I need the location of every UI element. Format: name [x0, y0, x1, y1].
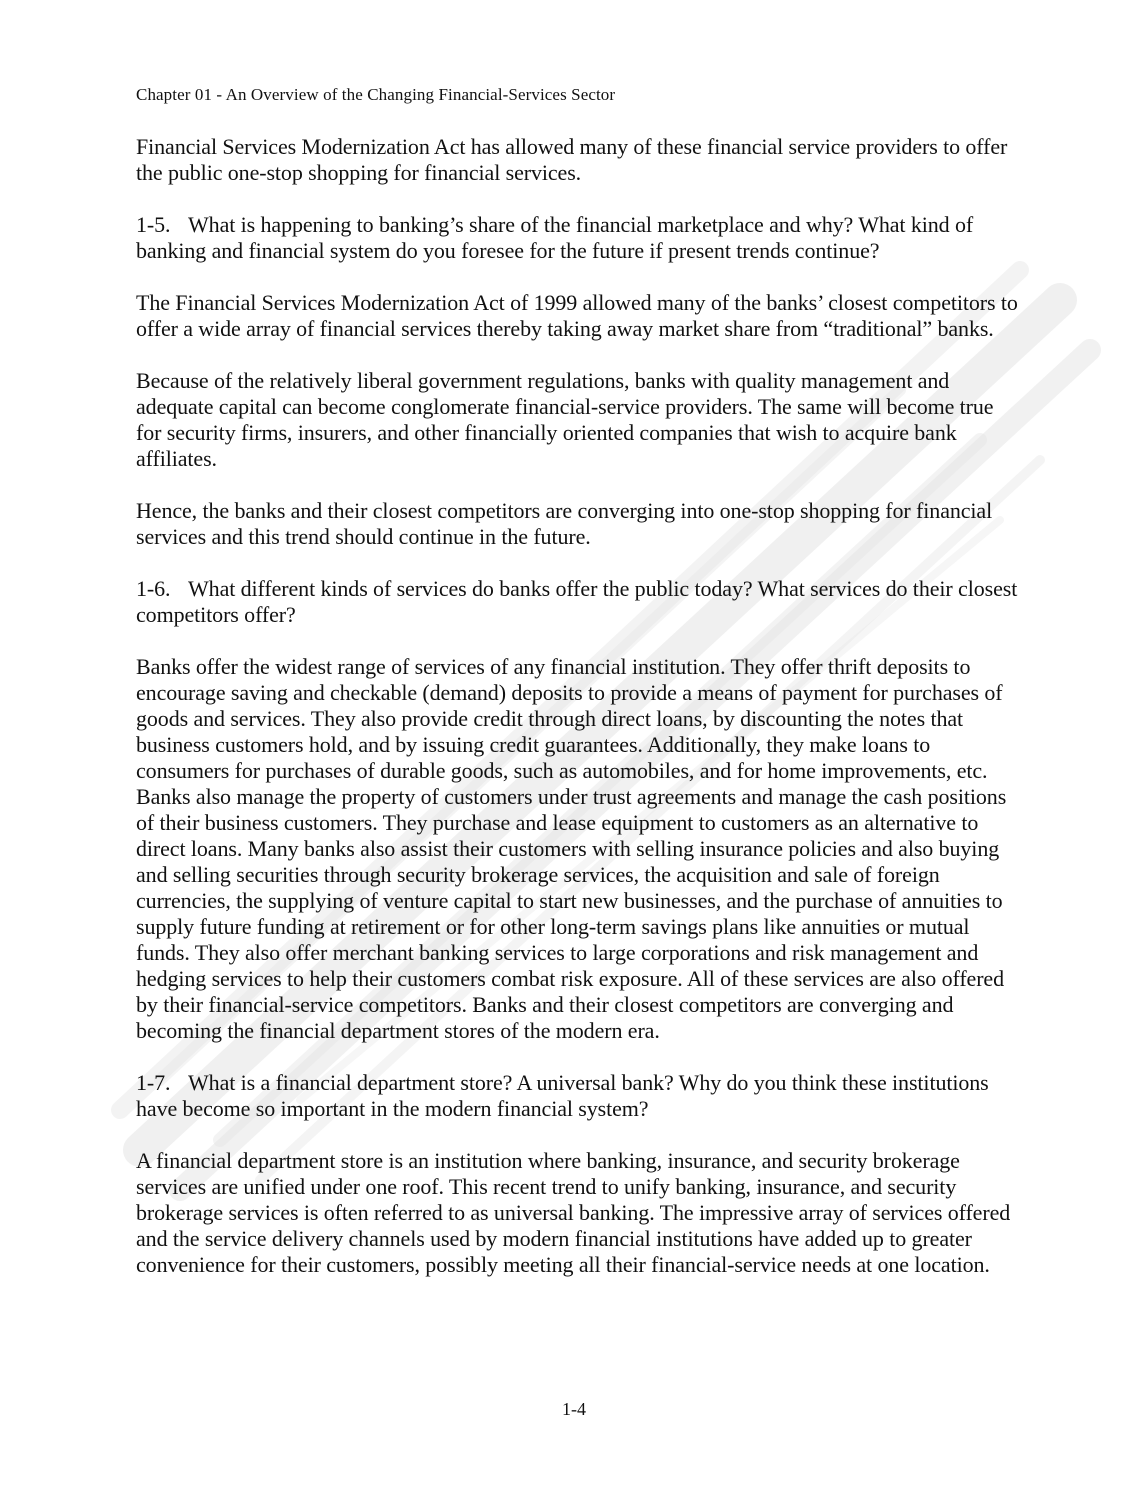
question-text: What is a financial department store? A universal bank? Why do you think these institutions have become so important in the modern financial system?: [136, 1070, 989, 1121]
question-text: What is happening to banking’s share of the financial marketplace and why? What kind of banking and financial system do you foresee for the future if present trends continue?: [136, 212, 974, 263]
chapter-header: Chapter 01 - An Overview of the Changing Financial-Services Sector: [136, 85, 616, 104]
page-number: 1-4: [562, 1399, 586, 1419]
question-number: 1-7.: [136, 1070, 171, 1095]
answer-1-5-paragraph-1: The Financial Services Modernization Act of 1999 allowed many of the banks’ closest competitors to offer a wide array of financial services thereby taking away market share from “traditional” banks.: [136, 290, 1018, 341]
question-1-5: [136, 212, 1020, 264]
question-number: 1-6.: [136, 576, 171, 601]
answer-1-5-paragraph-2: Because of the relatively liberal government regulations, banks with quality management and adequate capital can become conglomerate financial-service providers. The same will become true for security firms, insurers, and other financially oriented companies that wish to acquire bank affiliates.: [136, 368, 994, 471]
question-number: 1-5.: [136, 212, 171, 237]
question-1-6: [136, 576, 1020, 628]
question-text: What different kinds of services do banks offer the public today? What services do their closest competitors offer?: [136, 576, 1018, 627]
answer-1-5-paragraph-3: Hence, the banks and their closest competitors are converging into one-stop shopping for financial services and this trend should continue in the future.: [136, 498, 993, 549]
answer-1-7-paragraph: A financial department store is an institution where banking, insurance, and security brokerage services are unified under one roof. This recent trend to unify banking, insurance, and security brokerage services is often referred to as universal banking. The impressive array of services offered and the service delivery channels used by modern financial institutions have added up to greater convenience for their customers, possibly meeting all their financial-service needs at one location.: [136, 1148, 1011, 1277]
answer-1-6-paragraph: Banks offer the widest range of services of any financial institution. They offer thrift deposits to encourage saving and checkable (demand) deposits to provide a means of payment for purchases of goods and services. They also provide credit through direct loans, by discounting the notes that business customers hold, and by issuing credit guarantees. Additionally, they make loans to consumers for purchases of durable goods, such as automobiles, and for home improvements, etc. Banks also manage the property of customers under trust agreements and manage the cash positions of their business customers. They purchase and lease equipment to customers as an alternative to direct loans. Many banks also assist their customers with selling insurance policies and also buying and selling securities through security brokerage services, the acquisition and sale of foreign currencies, the supplying of venture capital to start new businesses, and the purchase of annuities to supply future funding at retirement or for other long-term savings plans like annuities or mutual funds. They also offer merchant banking services to large corporations and risk management and hedging services to help their customers combat risk exposure. All of these services are also offered by their financial-service competitors. Banks and their closest competitors are converging and becoming the financial department stores of the modern era.: [136, 654, 1007, 1043]
document-page: [136, 84, 1020, 1304]
question-1-7: [136, 1070, 1020, 1122]
paragraph-intro: Financial Services Modernization Act has allowed many of these financial service providers to offer the public one-stop shopping for financial services.: [136, 134, 1008, 185]
